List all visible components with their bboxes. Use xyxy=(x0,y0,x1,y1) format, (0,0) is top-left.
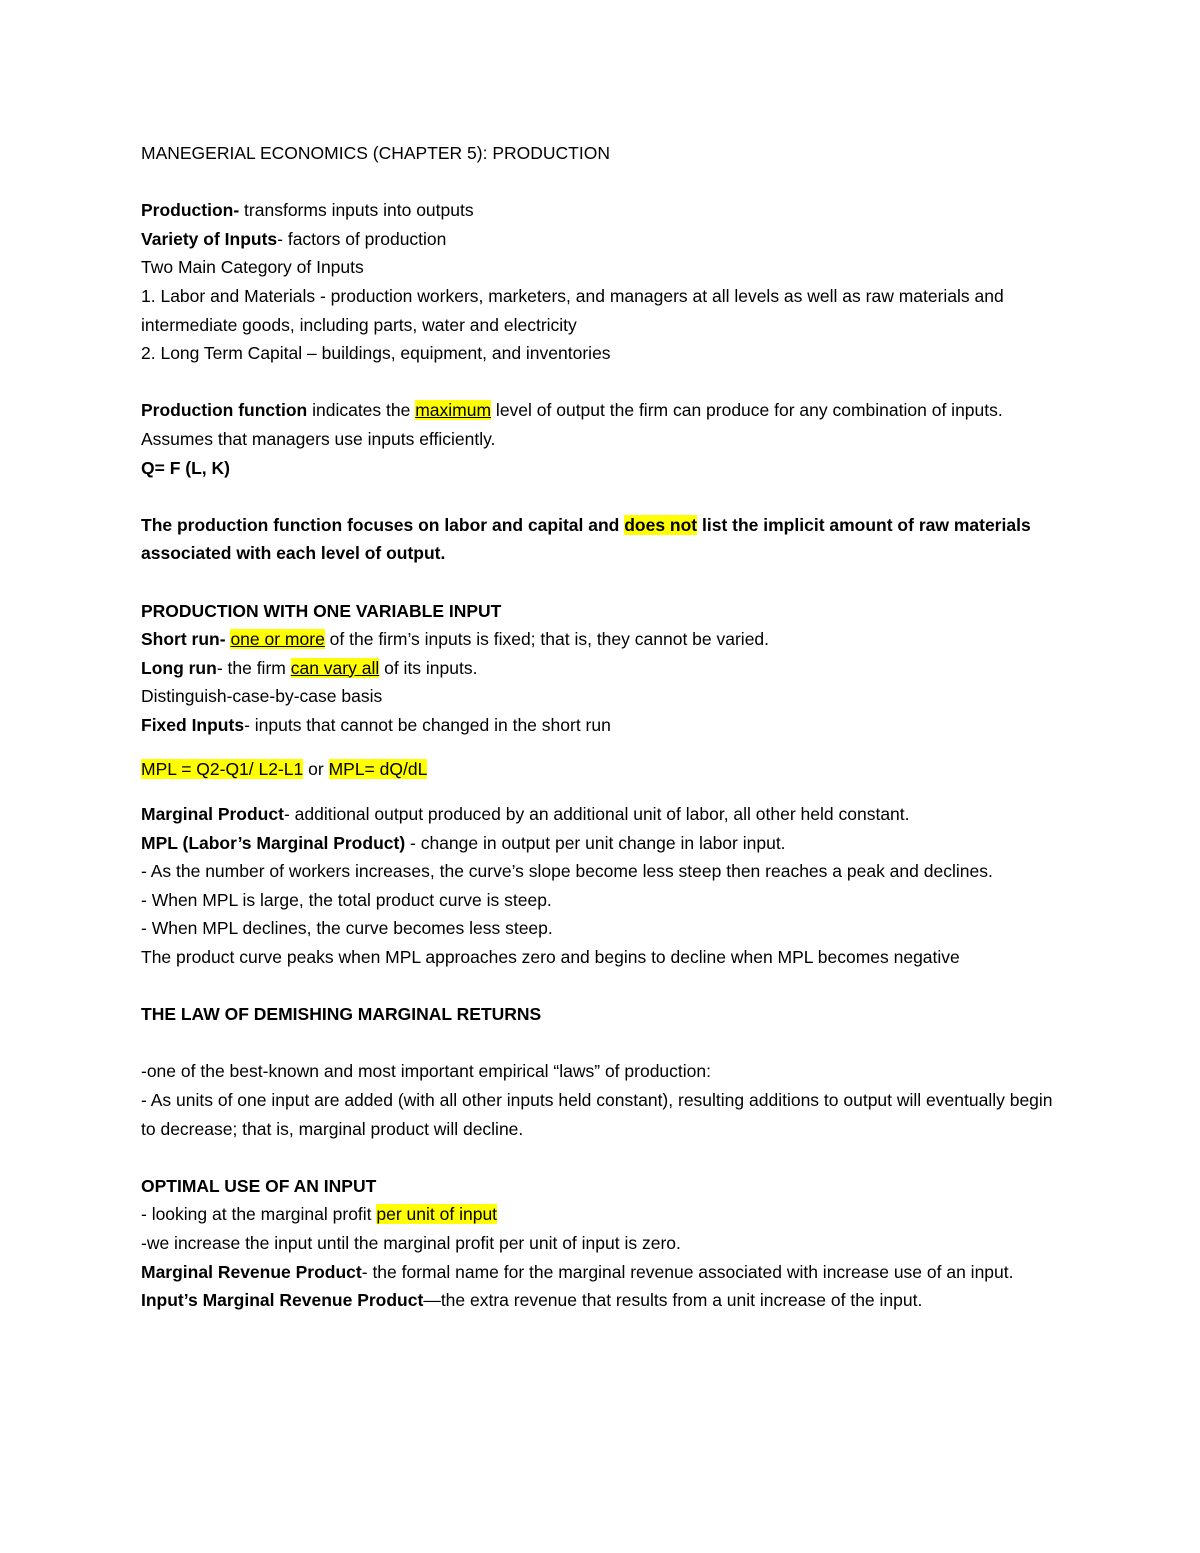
mpl-definition: MPL (Labor’s Marginal Product) - change in output per unit change in labor input. xyxy=(141,832,786,853)
long-run-definition: Long run- the firm can vary all of its inputs. xyxy=(141,657,478,678)
highlight-does-not: does not xyxy=(624,514,698,535)
highlight-mpl-formula-1: MPL = Q2-Q1/ L2-L1 xyxy=(141,759,304,780)
production-function-definition: Production function indicates the maximum level of output the firm can produce for any combination of inputs. Assumes that managers use inputs efficiently. xyxy=(141,400,1003,449)
production-definition: Production- transforms inputs into outputs xyxy=(141,200,474,221)
two-main-category: Two Main Category of Inputs xyxy=(141,257,364,278)
highlight-can-vary-all: can vary all xyxy=(290,657,380,678)
mpl-bullet-2: - When MPL is large, the total product curve is steep. xyxy=(141,889,552,910)
input-category-2: 2. Long Term Capital – buildings, equipment, and inventories xyxy=(141,343,611,364)
mpl-bullet-3: - When MPL declines, the curve becomes less steep. xyxy=(141,918,553,939)
section-heading-law: THE LAW OF DEMISHING MARGINAL RETURNS xyxy=(141,1004,542,1025)
variety-of-inputs-definition: Variety of Inputs- factors of production xyxy=(141,228,447,249)
input-mrp-definition: Input’s Marginal Revenue Product—the extra revenue that results from a unit increase of the input. xyxy=(141,1290,923,1311)
document-body xyxy=(141,139,1071,1315)
highlight-maximum: maximum xyxy=(415,400,492,421)
mpl-formula: MPL = Q2-Q1/ L2-L1 or MPL= dQ/dL xyxy=(141,759,428,780)
optimal-line-1: - looking at the marginal profit per unit of input xyxy=(141,1204,498,1225)
input-category-1: 1. Labor and Materials - production workers, marketers, and managers at all levels as well as raw materials and intermediate goods, including parts, water and electricity xyxy=(141,285,1004,335)
short-run-definition: Short run- one or more of the firm’s inputs is fixed; that is, they cannot be varied. xyxy=(141,629,770,650)
distinguish-note: Distinguish-case-by-case basis xyxy=(141,686,383,707)
highlight-mpl-formula-2: MPL= dQ/dL xyxy=(328,759,428,780)
marginal-product-definition: Marginal Product- additional output produced by an additional unit of labor, all other held constant. xyxy=(141,804,910,825)
mpl-bullet-1: - As the number of workers increases, the curve’s slope become less steep then reaches a peak and declines. xyxy=(141,861,993,882)
production-function-note: The production function focuses on labor and capital and does not list the implicit amount of raw materials associated with each level of output. xyxy=(141,514,1031,564)
fixed-inputs-definition: Fixed Inputs- inputs that cannot be changed in the short run xyxy=(141,714,611,735)
document-title: MANEGERIAL ECONOMICS (CHAPTER 5): PRODUCTION xyxy=(141,143,610,163)
production-function-formula: Q= F (L, K) xyxy=(141,457,230,478)
law-line-1: -one of the best-known and most important empirical “laws” of production: xyxy=(141,1061,711,1082)
product-curve-peak-note: The product curve peaks when MPL approaches zero and begins to decline when MPL becomes negative xyxy=(141,947,960,968)
section-heading-one-variable: PRODUCTION WITH ONE VARIABLE INPUT xyxy=(141,600,502,621)
optimal-line-2: -we increase the input until the marginal profit per unit of input is zero. xyxy=(141,1232,681,1253)
highlight-per-unit-of-input: per unit of input xyxy=(376,1204,498,1225)
section-heading-optimal: OPTIMAL USE OF AN INPUT xyxy=(141,1175,377,1196)
mrp-definition: Marginal Revenue Product- the formal name for the marginal revenue associated with increase use of an input. xyxy=(141,1261,1014,1282)
law-line-2: - As units of one input are added (with all other inputs held constant), resulting additions to output will eventually begin to decrease; that is, marginal product will decline. xyxy=(141,1090,1053,1139)
highlight-one-or-more: one or more xyxy=(230,629,325,650)
